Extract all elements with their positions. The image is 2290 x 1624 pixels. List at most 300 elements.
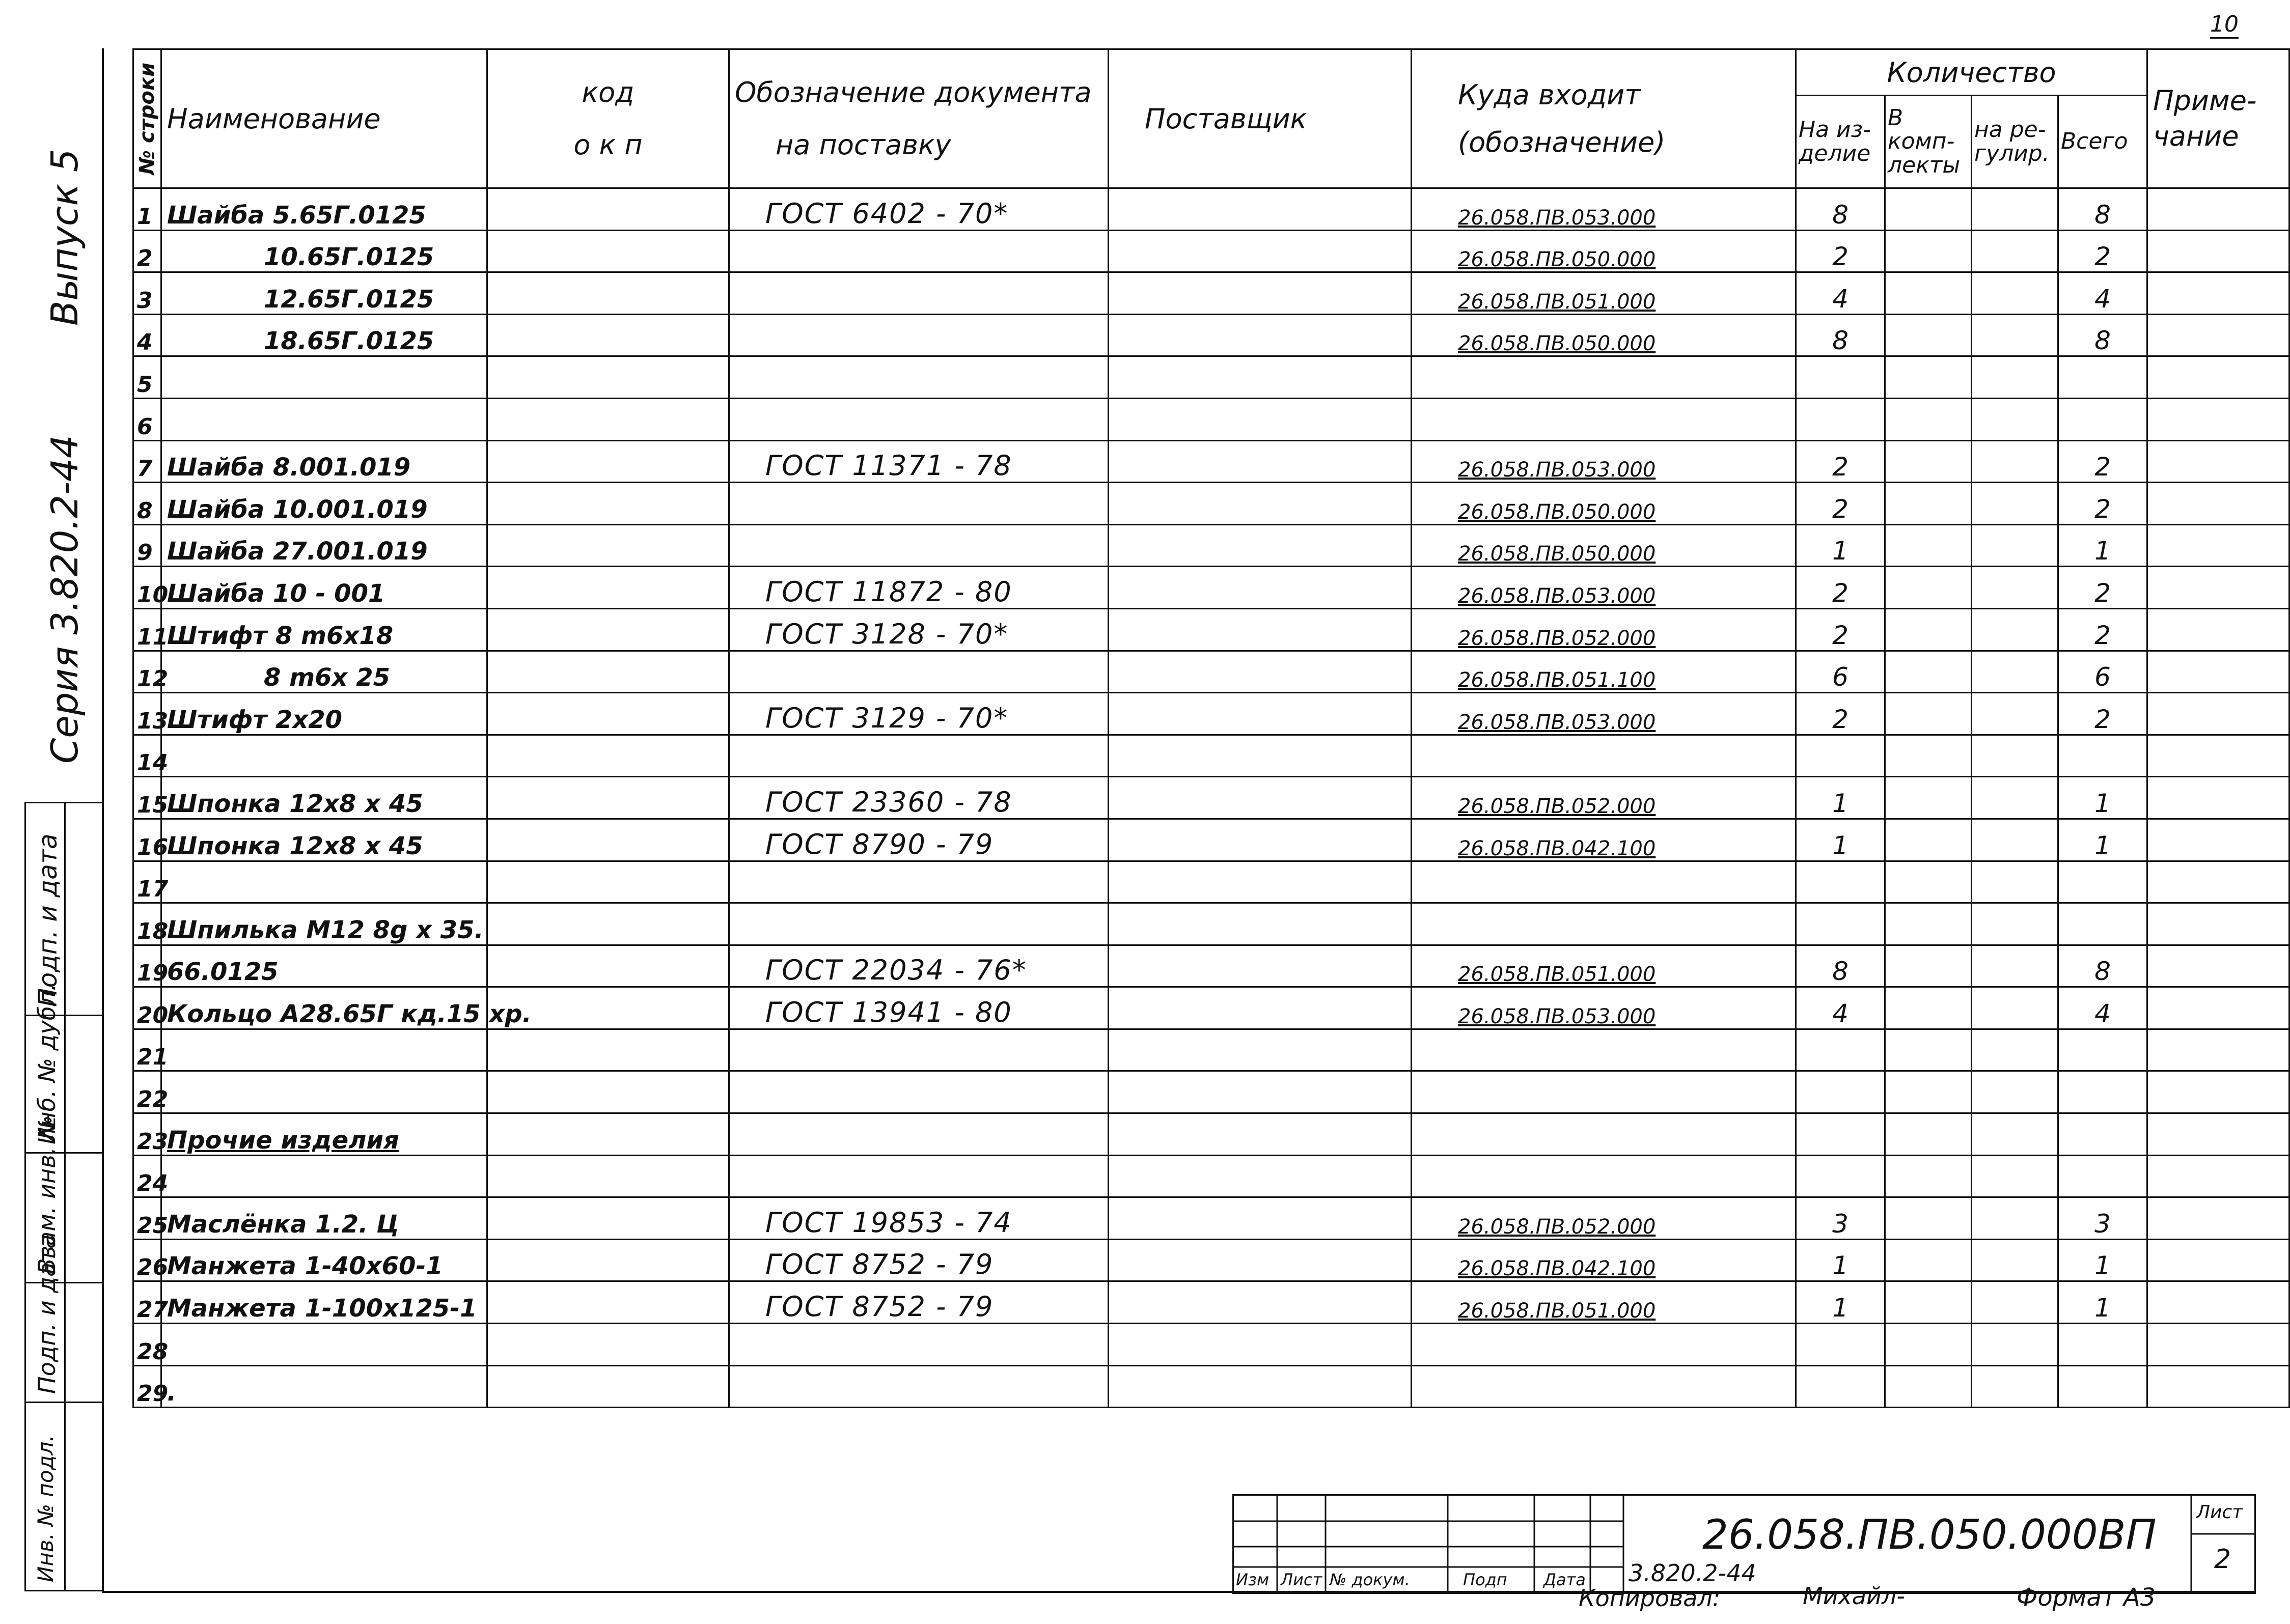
- qty-adjust: [1972, 777, 2058, 819]
- qty-per-item: 3: [1796, 1197, 1885, 1240]
- row-number: 5: [133, 356, 161, 399]
- standard-doc: [729, 1029, 1109, 1071]
- qty-adjust: [1972, 356, 2058, 399]
- qty-per-item: 2: [1796, 230, 1885, 272]
- qty-kit: [1885, 1324, 1972, 1366]
- supplier-cell: [1109, 693, 1412, 735]
- row-number: 23: [133, 1113, 161, 1156]
- qty-kit: [1885, 987, 1972, 1029]
- table-row: [133, 356, 2289, 399]
- assembly-ref: 26.058.ПВ.053.000: [1412, 987, 1796, 1029]
- row-number: 1: [133, 188, 161, 231]
- col-qty-total: Всего: [2058, 96, 2147, 188]
- row-number: 7: [133, 440, 161, 483]
- row-number: 21: [133, 1029, 161, 1071]
- row-number: 4: [133, 314, 161, 356]
- supplier-cell: [1109, 1281, 1412, 1324]
- col-doc: Обозначение документа на поставку: [729, 49, 1109, 188]
- supplier-cell: [1109, 230, 1412, 272]
- note-cell: [2147, 567, 2289, 609]
- qty-per-item: 1: [1796, 777, 1885, 819]
- row-number: 18: [133, 903, 161, 945]
- note-cell: [2147, 903, 2289, 945]
- table-row: [133, 230, 2289, 272]
- table-row: [133, 651, 2289, 693]
- qty-per-item: 2: [1796, 608, 1885, 651]
- note-cell: [2147, 608, 2289, 651]
- series-code: 3.820.2-44: [1629, 1559, 1756, 1587]
- col-supplier: Поставщик: [1109, 49, 1412, 188]
- assembly-ref: [1412, 1071, 1796, 1113]
- assembly-ref: 26.058.ПВ.053.000: [1412, 188, 1796, 231]
- okp-cell: [487, 1029, 729, 1071]
- page-number: 10: [2210, 11, 2239, 39]
- standard-doc: ГОСТ 19853 - 74: [729, 1197, 1109, 1240]
- item-name: Штифт 8 m6x18: [161, 608, 487, 651]
- supplier-cell: [1109, 356, 1412, 399]
- qty-per-item: 8: [1796, 314, 1885, 356]
- note-cell: [2147, 230, 2289, 272]
- table-row: [133, 398, 2289, 440]
- col-data-label: Дата: [1543, 1570, 1586, 1589]
- standard-doc: ГОСТ 3128 - 70*: [729, 608, 1109, 651]
- qty-adjust: [1972, 483, 2058, 525]
- item-name: Шпилька М12 8g x 35.: [161, 903, 487, 945]
- standard-doc: [729, 1071, 1109, 1113]
- qty-kit: [1885, 1239, 1972, 1281]
- qty-per-item: 4: [1796, 987, 1885, 1029]
- item-name: Шайба 10.001.019: [161, 483, 487, 525]
- qty-kit: [1885, 945, 1972, 987]
- okp-cell: [487, 567, 729, 609]
- qty-kit: [1885, 314, 1972, 356]
- item-name: [161, 398, 487, 440]
- note-cell: [2147, 483, 2289, 525]
- standard-doc: [729, 356, 1109, 399]
- okp-cell: [487, 1071, 729, 1113]
- standard-doc: [729, 230, 1109, 272]
- qty-adjust: [1972, 314, 2058, 356]
- row-number: 25: [133, 1197, 161, 1240]
- table-row: [133, 1113, 2289, 1156]
- table-row: [133, 945, 2289, 987]
- qty-adjust: [1972, 524, 2058, 567]
- assembly-ref: [1412, 1155, 1796, 1197]
- item-name: [161, 861, 487, 903]
- qty-per-item: 2: [1796, 693, 1885, 735]
- supplier-cell: [1109, 945, 1412, 987]
- okp-cell: [487, 1365, 729, 1408]
- qty-per-item: [1796, 1029, 1885, 1071]
- item-name: [161, 1155, 487, 1197]
- okp-cell: [487, 356, 729, 399]
- col-dokum-label: № докум.: [1330, 1570, 1410, 1589]
- item-name: 12.65Г.0125: [161, 272, 487, 315]
- qty-kit: [1885, 398, 1972, 440]
- qty-kit: [1885, 483, 1972, 525]
- supplier-cell: [1109, 314, 1412, 356]
- table-row: [133, 693, 2289, 735]
- qty-adjust: [1972, 987, 2058, 1029]
- qty-kit: [1885, 356, 1972, 399]
- okp-cell: [487, 230, 729, 272]
- qty-kit: [1885, 1113, 1972, 1156]
- note-cell: [2147, 1029, 2289, 1071]
- table-row: [133, 1365, 2289, 1408]
- row-number: 17: [133, 861, 161, 903]
- okp-cell: [487, 693, 729, 735]
- copied-by-signature: Михайл-: [1803, 1582, 1905, 1610]
- qty-kit: [1885, 1029, 1972, 1071]
- side-stamp: [24, 802, 104, 1591]
- qty-kit: [1885, 861, 1972, 903]
- qty-adjust: [1972, 608, 2058, 651]
- col-qty-kit: В комп-лекты: [1885, 96, 1972, 188]
- col-podp-label: Подп: [1463, 1570, 1507, 1589]
- row-number: 24: [133, 1155, 161, 1197]
- col-qty-adj: на ре-гулир.: [1972, 96, 2058, 188]
- assembly-ref: 26.058.ПВ.052.000: [1412, 1197, 1796, 1240]
- row-number: 6: [133, 398, 161, 440]
- row-number: 26: [133, 1239, 161, 1281]
- standard-doc: ГОСТ 8790 - 79: [729, 819, 1109, 861]
- qty-total: 4: [2058, 987, 2147, 1029]
- standard-doc: [729, 1155, 1109, 1197]
- qty-per-item: [1796, 1155, 1885, 1197]
- standard-doc: [729, 524, 1109, 567]
- qty-adjust: [1972, 567, 2058, 609]
- qty-adjust: [1972, 1155, 2058, 1197]
- qty-adjust: [1972, 1071, 2058, 1113]
- qty-kit: [1885, 272, 1972, 315]
- note-cell: [2147, 987, 2289, 1029]
- qty-adjust: [1972, 1197, 2058, 1240]
- side-stamp-label: Подп. и дата: [33, 1234, 61, 1394]
- standard-doc: ГОСТ 3129 - 70*: [729, 693, 1109, 735]
- qty-kit: [1885, 651, 1972, 693]
- okp-cell: [487, 651, 729, 693]
- supplier-cell: [1109, 987, 1412, 1029]
- row-number: 13: [133, 693, 161, 735]
- note-cell: [2147, 272, 2289, 315]
- qty-per-item: [1796, 1113, 1885, 1156]
- okp-cell: [487, 861, 729, 903]
- qty-kit: [1885, 1071, 1972, 1113]
- okp-cell: [487, 272, 729, 315]
- qty-adjust: [1972, 735, 2058, 777]
- item-name: Шпонка 12x8 x 45: [161, 777, 487, 819]
- table-row: [133, 1324, 2289, 1366]
- okp-cell: [487, 398, 729, 440]
- qty-total: [2058, 1324, 2147, 1366]
- note-cell: [2147, 819, 2289, 861]
- qty-per-item: 1: [1796, 819, 1885, 861]
- assembly-ref: [1412, 903, 1796, 945]
- supplier-cell: [1109, 1155, 1412, 1197]
- assembly-ref: [1412, 1113, 1796, 1156]
- supplier-cell: [1109, 1071, 1412, 1113]
- table-row: [133, 1197, 2289, 1240]
- okp-cell: [487, 1155, 729, 1197]
- qty-adjust: [1972, 230, 2058, 272]
- qty-total: 4: [2058, 272, 2147, 315]
- item-name: .: [161, 1365, 487, 1408]
- qty-total: 2: [2058, 567, 2147, 609]
- okp-cell: [487, 945, 729, 987]
- standard-doc: ГОСТ 22034 - 76*: [729, 945, 1109, 987]
- item-name: Шайба 27.001.019: [161, 524, 487, 567]
- note-cell: [2147, 735, 2289, 777]
- table-row: [133, 1239, 2289, 1281]
- col-note: Приме-чание: [2147, 49, 2289, 188]
- sheet-label: Лист: [2196, 1502, 2243, 1523]
- qty-adjust: [1972, 1113, 2058, 1156]
- qty-per-item: 2: [1796, 567, 1885, 609]
- okp-cell: [487, 903, 729, 945]
- standard-doc: ГОСТ 8752 - 79: [729, 1281, 1109, 1324]
- col-qty-item: На из-делие: [1796, 96, 1885, 188]
- note-cell: [2147, 1071, 2289, 1113]
- standard-doc: [729, 735, 1109, 777]
- supplier-cell: [1109, 1197, 1412, 1240]
- item-name: Штифт 2x20: [161, 693, 487, 735]
- qty-per-item: [1796, 1324, 1885, 1366]
- note-cell: [2147, 1155, 2289, 1197]
- note-cell: [2147, 314, 2289, 356]
- assembly-ref: [1412, 398, 1796, 440]
- qty-kit: [1885, 1365, 1972, 1408]
- side-stamp-label: Инв. № подл.: [33, 1435, 58, 1582]
- qty-total: [2058, 1155, 2147, 1197]
- note-cell: [2147, 356, 2289, 399]
- qty-total: [2058, 1365, 2147, 1408]
- assembly-ref: 26.058.ПВ.053.000: [1412, 440, 1796, 483]
- qty-per-item: 6: [1796, 651, 1885, 693]
- qty-adjust: [1972, 819, 2058, 861]
- note-cell: [2147, 651, 2289, 693]
- row-number: 22: [133, 1071, 161, 1113]
- col-quantity: Количество: [1796, 49, 2147, 96]
- assembly-ref: 26.058.ПВ.052.000: [1412, 777, 1796, 819]
- qty-adjust: [1972, 398, 2058, 440]
- item-name: 10.65Г.0125: [161, 230, 487, 272]
- col-where: Куда входит (обозначение): [1412, 49, 1796, 188]
- note-cell: [2147, 188, 2289, 231]
- standard-doc: ГОСТ 11371 - 78: [729, 440, 1109, 483]
- qty-per-item: [1796, 861, 1885, 903]
- qty-kit: [1885, 188, 1972, 231]
- table-row: [133, 861, 2289, 903]
- okp-cell: [487, 188, 729, 231]
- qty-kit: [1885, 608, 1972, 651]
- table-row: [133, 314, 2289, 356]
- okp-cell: [487, 1239, 729, 1281]
- assembly-ref: [1412, 1324, 1796, 1366]
- item-name: [161, 1324, 487, 1366]
- standard-doc: ГОСТ 6402 - 70*: [729, 188, 1109, 231]
- qty-total: 1: [2058, 1281, 2147, 1324]
- standard-doc: [729, 314, 1109, 356]
- qty-adjust: [1972, 188, 2058, 231]
- assembly-ref: [1412, 861, 1796, 903]
- assembly-ref: 26.058.ПВ.052.000: [1412, 608, 1796, 651]
- item-name: [161, 735, 487, 777]
- supplier-cell: [1109, 777, 1412, 819]
- standard-doc: [729, 398, 1109, 440]
- qty-per-item: 2: [1796, 440, 1885, 483]
- qty-kit: [1885, 230, 1972, 272]
- okp-cell: [487, 1281, 729, 1324]
- series-label: Серия 3.820.2-44: [43, 435, 86, 764]
- standard-doc: [729, 651, 1109, 693]
- qty-per-item: 1: [1796, 1239, 1885, 1281]
- qty-kit: [1885, 1155, 1972, 1197]
- table-row: [133, 608, 2289, 651]
- row-number: 8: [133, 483, 161, 525]
- row-number: 10: [133, 567, 161, 609]
- table-row: [133, 1155, 2289, 1197]
- qty-per-item: [1796, 1365, 1885, 1408]
- table-row: [133, 272, 2289, 315]
- okp-cell: [487, 1113, 729, 1156]
- supplier-cell: [1109, 567, 1412, 609]
- document-code: 26.058.ПВ.050.000ВП: [1702, 1511, 2157, 1558]
- row-number: 3: [133, 272, 161, 315]
- supplier-cell: [1109, 819, 1412, 861]
- standard-doc: ГОСТ 11872 - 80: [729, 567, 1109, 609]
- note-cell: [2147, 440, 2289, 483]
- supplier-cell: [1109, 524, 1412, 567]
- qty-kit: [1885, 903, 1972, 945]
- assembly-ref: [1412, 735, 1796, 777]
- qty-adjust: [1972, 1365, 2058, 1408]
- qty-kit: [1885, 735, 1972, 777]
- title-block: [1232, 1494, 2256, 1594]
- standard-doc: [729, 903, 1109, 945]
- row-number: 11: [133, 608, 161, 651]
- note-cell: [2147, 1113, 2289, 1156]
- qty-total: 2: [2058, 483, 2147, 525]
- okp-cell: [487, 735, 729, 777]
- row-number: 16: [133, 819, 161, 861]
- qty-adjust: [1972, 1324, 2058, 1366]
- side-stamp-label: Подп. и дата: [33, 833, 63, 1007]
- note-cell: [2147, 524, 2289, 567]
- supplier-cell: [1109, 861, 1412, 903]
- table-row: [133, 524, 2289, 567]
- qty-total: 6: [2058, 651, 2147, 693]
- item-name: [161, 1071, 487, 1113]
- note-cell: [2147, 693, 2289, 735]
- assembly-ref: 26.058.ПВ.051.000: [1412, 272, 1796, 315]
- standard-doc: ГОСТ 13941 - 80: [729, 987, 1109, 1029]
- standard-doc: [729, 1365, 1109, 1408]
- table-row: [133, 440, 2289, 483]
- note-cell: [2147, 398, 2289, 440]
- qty-total: 3: [2058, 1197, 2147, 1240]
- row-number: 20: [133, 987, 161, 1029]
- note-cell: [2147, 1365, 2289, 1408]
- assembly-ref: 26.058.ПВ.051.100: [1412, 651, 1796, 693]
- col-izm-label: Изм: [1236, 1570, 1270, 1589]
- vypusk-label: Выпуск 5: [43, 149, 86, 326]
- supplier-cell: [1109, 272, 1412, 315]
- item-name: Шайба 5.65Г.0125: [161, 188, 487, 231]
- qty-kit: [1885, 1197, 1972, 1240]
- qty-adjust: [1972, 693, 2058, 735]
- qty-per-item: [1796, 735, 1885, 777]
- item-name: Кольцо А28.65Г кд.15 хр.: [161, 987, 487, 1029]
- table-row: [133, 567, 2289, 609]
- row-number: 14: [133, 735, 161, 777]
- supplier-cell: [1109, 1029, 1412, 1071]
- supplier-cell: [1109, 483, 1412, 525]
- supplier-cell: [1109, 1239, 1412, 1281]
- qty-adjust: [1972, 440, 2058, 483]
- qty-kit: [1885, 440, 1972, 483]
- note-cell: [2147, 1197, 2289, 1240]
- format-label: Формат А3: [2017, 1583, 2156, 1612]
- okp-cell: [487, 777, 729, 819]
- item-name: 8 m6x 25: [161, 651, 487, 693]
- qty-adjust: [1972, 903, 2058, 945]
- col-row-no: № строки: [133, 49, 161, 188]
- okp-cell: [487, 483, 729, 525]
- supplier-cell: [1109, 440, 1412, 483]
- qty-per-item: 4: [1796, 272, 1885, 315]
- qty-kit: [1885, 1281, 1972, 1324]
- assembly-ref: [1412, 1365, 1796, 1408]
- qty-kit: [1885, 524, 1972, 567]
- qty-kit: [1885, 567, 1972, 609]
- note-cell: [2147, 945, 2289, 987]
- qty-total: 2: [2058, 693, 2147, 735]
- row-number: 27: [133, 1281, 161, 1324]
- qty-total: 1: [2058, 777, 2147, 819]
- item-name: Манжета 1-100x125-1: [161, 1281, 487, 1324]
- qty-total: [2058, 398, 2147, 440]
- row-number: 29: [133, 1365, 161, 1408]
- row-number: 19: [133, 945, 161, 987]
- assembly-ref: 26.058.ПВ.042.100: [1412, 819, 1796, 861]
- qty-adjust: [1972, 1029, 2058, 1071]
- qty-kit: [1885, 777, 1972, 819]
- side-stamp-label: Взам. инв. №: [33, 1115, 61, 1274]
- row-number: 15: [133, 777, 161, 819]
- standard-doc: ГОСТ 8752 - 79: [729, 1239, 1109, 1281]
- qty-per-item: 8: [1796, 188, 1885, 231]
- row-number: 2: [133, 230, 161, 272]
- qty-total: 8: [2058, 945, 2147, 987]
- qty-total: 2: [2058, 608, 2147, 651]
- assembly-ref: 26.058.ПВ.051.000: [1412, 945, 1796, 987]
- note-cell: [2147, 1324, 2289, 1366]
- qty-total: [2058, 1113, 2147, 1156]
- specification-table: [132, 48, 2290, 1408]
- qty-total: [2058, 903, 2147, 945]
- standard-doc: [729, 1324, 1109, 1366]
- assembly-ref: [1412, 1029, 1796, 1071]
- qty-per-item: 1: [1796, 524, 1885, 567]
- supplier-cell: [1109, 903, 1412, 945]
- copied-label: Копировал:: [1579, 1584, 1721, 1612]
- qty-adjust: [1972, 272, 2058, 315]
- supplier-cell: [1109, 608, 1412, 651]
- table-row: [133, 1029, 2289, 1071]
- standard-doc: ГОСТ 23360 - 78: [729, 777, 1109, 819]
- item-name: Манжета 1-40x60-1: [161, 1239, 487, 1281]
- qty-total: 2: [2058, 230, 2147, 272]
